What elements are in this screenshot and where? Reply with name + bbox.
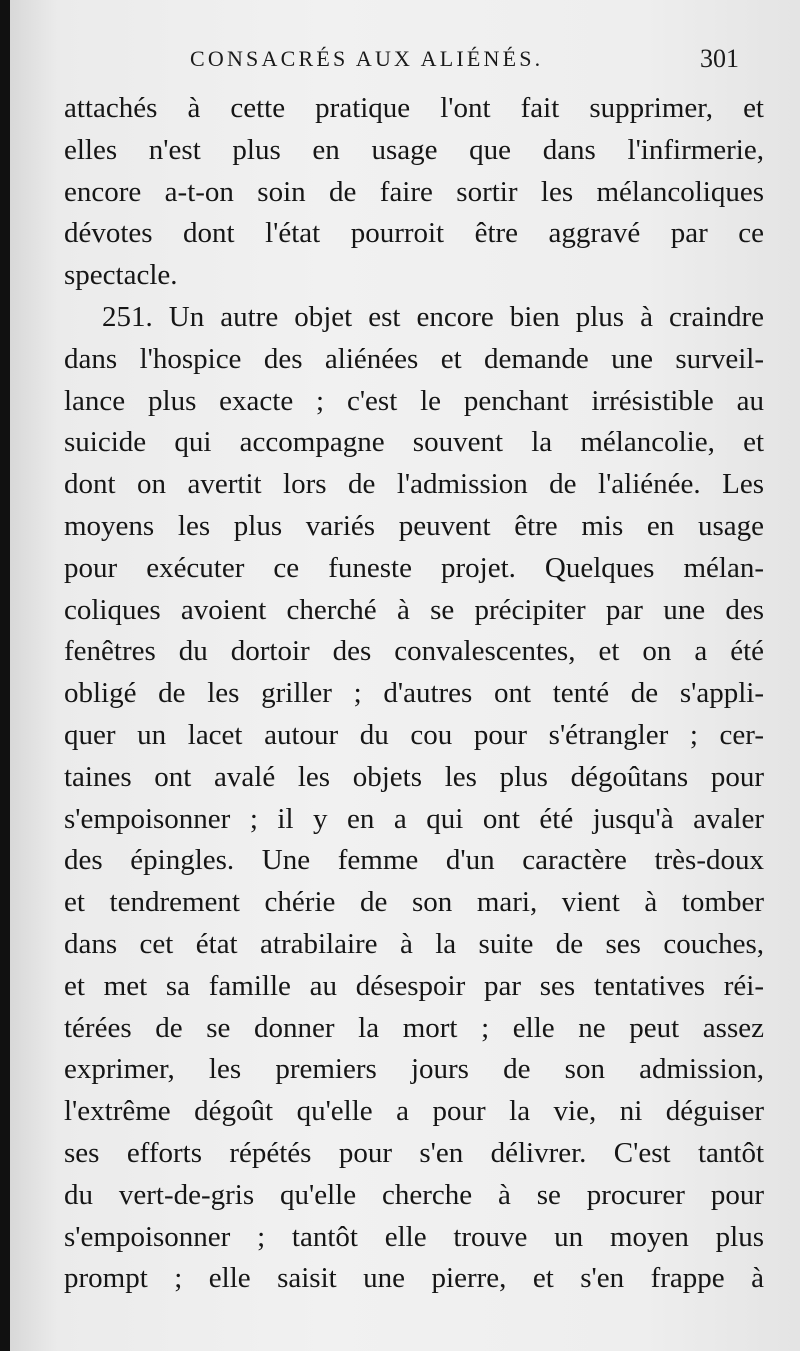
text-line: elles n'est plus en usage que dans l'infirmerie,	[64, 133, 764, 166]
text-line: du vert-de-gris qu'elle cherche à se procurer pour	[64, 1178, 764, 1211]
text-line: ses efforts répétés pour s'en délivrer. C'est tantôt	[64, 1136, 764, 1169]
text-line: suicide qui accompagne souvent la mélancolie, et	[64, 426, 764, 459]
text-line: encore a-t-on soin de faire sortir les mélancoliques	[64, 175, 764, 208]
page-number: 301	[700, 44, 739, 73]
text-line: attachés à cette pratique l'ont fait supprimer, et	[64, 92, 764, 124]
text-line: lance plus exacte ; c'est le penchant irrésistible au	[64, 384, 764, 417]
text-line: coliques avoient cherché à se précipiter par une des	[64, 593, 764, 626]
running-title: CONSACRÉS AUX ALIÉNÉS.	[190, 46, 544, 71]
text-line: taines ont avalé les objets les plus dégoûtans pour	[64, 760, 764, 793]
text-line: et tendrement chérie de son mari, vient à tomber	[64, 886, 764, 919]
text-line: et met sa famille au désespoir par ses tentatives réi-	[64, 969, 764, 1002]
text-line: dans l'hospice des aliénées et demande une surveil-	[64, 342, 764, 375]
body-text	[64, 88, 764, 1300]
text-line: pour exécuter ce funeste projet. Quelques mélan-	[64, 551, 764, 584]
text-line: quer un lacet autour du cou pour s'étrangler ; cer-	[64, 718, 764, 751]
text-line: spectacle.	[64, 259, 178, 292]
text-line: prompt ; elle saisit une pierre, et s'en frappe à	[64, 1262, 764, 1295]
page-header	[10, 40, 800, 80]
text-line: dont on avertit lors de l'admission de l'aliénée. Les	[64, 468, 764, 501]
text-line: térées de se donner la mort ; elle ne peut assez	[64, 1011, 764, 1044]
paragraph-start-line: 251. Un autre objet est encore bien plus à craindre	[102, 300, 764, 333]
text-line: exprimer, les premiers jours de son admission,	[64, 1053, 764, 1086]
text-line: dévotes dont l'état pourroit être aggravé par ce	[64, 217, 764, 250]
text-line: l'extrême dégoût qu'elle a pour la vie, ni déguiser	[64, 1095, 764, 1128]
book-page	[10, 0, 800, 1351]
text-line: s'empoisonner ; tantôt elle trouve un moyen plus	[64, 1220, 764, 1253]
text-line: des épingles. Une femme d'un caractère très-doux	[64, 844, 764, 877]
text-line: fenêtres du dortoir des convalescentes, et on a été	[64, 635, 764, 668]
text-line: s'empoisonner ; il y en a qui ont été jusqu'à avaler	[64, 802, 764, 835]
text-line: obligé de les griller ; d'autres ont tenté de s'appli-	[64, 677, 764, 710]
text-line: dans cet état atrabilaire à la suite de ses couches,	[64, 927, 764, 960]
text-line: moyens les plus variés peuvent être mis en usage	[64, 509, 764, 542]
